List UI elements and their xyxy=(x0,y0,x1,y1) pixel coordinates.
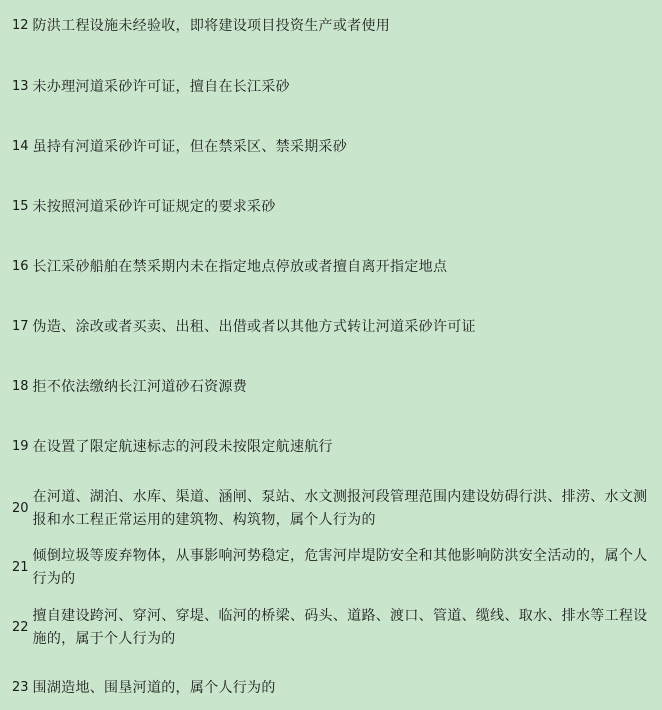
item-text: 虽持有河道采砂许可证，但在禁采区、禁采期采砂 xyxy=(32,139,348,155)
list-item xyxy=(12,197,650,217)
list-item xyxy=(12,545,650,591)
item-number: 14 xyxy=(12,139,29,154)
item-text: 未办理河道采砂许可证，擅自在长江采砂 xyxy=(32,79,290,95)
item-number: 18 xyxy=(12,379,29,394)
list-item xyxy=(12,486,650,532)
list-item xyxy=(12,77,650,97)
list-item xyxy=(12,678,650,698)
item-text: 未按照河道采砂许可证规定的要求采砂 xyxy=(32,199,276,215)
item-text: 长江采砂船舶在禁采期内未在指定地点停放或者擅自离开指定地点 xyxy=(32,259,448,275)
item-number: 13 xyxy=(12,79,29,94)
item-number: 16 xyxy=(12,259,29,274)
item-number: 15 xyxy=(12,199,29,214)
item-number: 20 xyxy=(12,501,29,516)
item-number: 17 xyxy=(12,319,29,334)
list-item xyxy=(12,317,650,337)
item-text: 在设置了限定航速标志的河段未按限定航速航行 xyxy=(32,439,333,455)
item-text: 伪造、涂改或者买卖、出租、出借或者以其他方式转让河道采砂许可证 xyxy=(32,319,476,335)
item-number: 22 xyxy=(12,620,29,635)
list-item xyxy=(12,437,650,457)
item-text: 防洪工程设施未经验收，即将建设项目投资生产或者使用 xyxy=(32,18,391,34)
item-number: 12 xyxy=(12,18,29,33)
item-number: 19 xyxy=(12,439,29,454)
item-number: 21 xyxy=(12,560,29,575)
item-text: 拒不依法缴纳长江河道砂石资源费 xyxy=(32,379,248,395)
item-text: 倾倒垃圾等废弃物体，从事影响河势稳定，危害河岸堤防安全和其他影响防洪安全活动的，属个人行为的 xyxy=(32,548,648,587)
list-item xyxy=(12,377,650,397)
list-item xyxy=(12,605,650,651)
list-item xyxy=(12,257,650,277)
list-item xyxy=(12,16,650,36)
list-item xyxy=(12,137,650,157)
item-text: 在河道、湖泊、水库、渠道、涵闸、泵站、水文测报河段管理范围内建设妨碍行洪、排涝、水文测报和水工程正常运用的建筑物、构筑物，属个人行为的 xyxy=(32,489,648,528)
item-text: 擅自建设跨河、穿河、穿堤、临河的桥梁、码头、道路、渡口、管道、缆线、取水、排水等工程设施的，属于个人行为的 xyxy=(32,608,648,647)
item-text: 围湖造地、围垦河道的，属个人行为的 xyxy=(32,680,276,696)
item-number: 23 xyxy=(12,680,29,695)
